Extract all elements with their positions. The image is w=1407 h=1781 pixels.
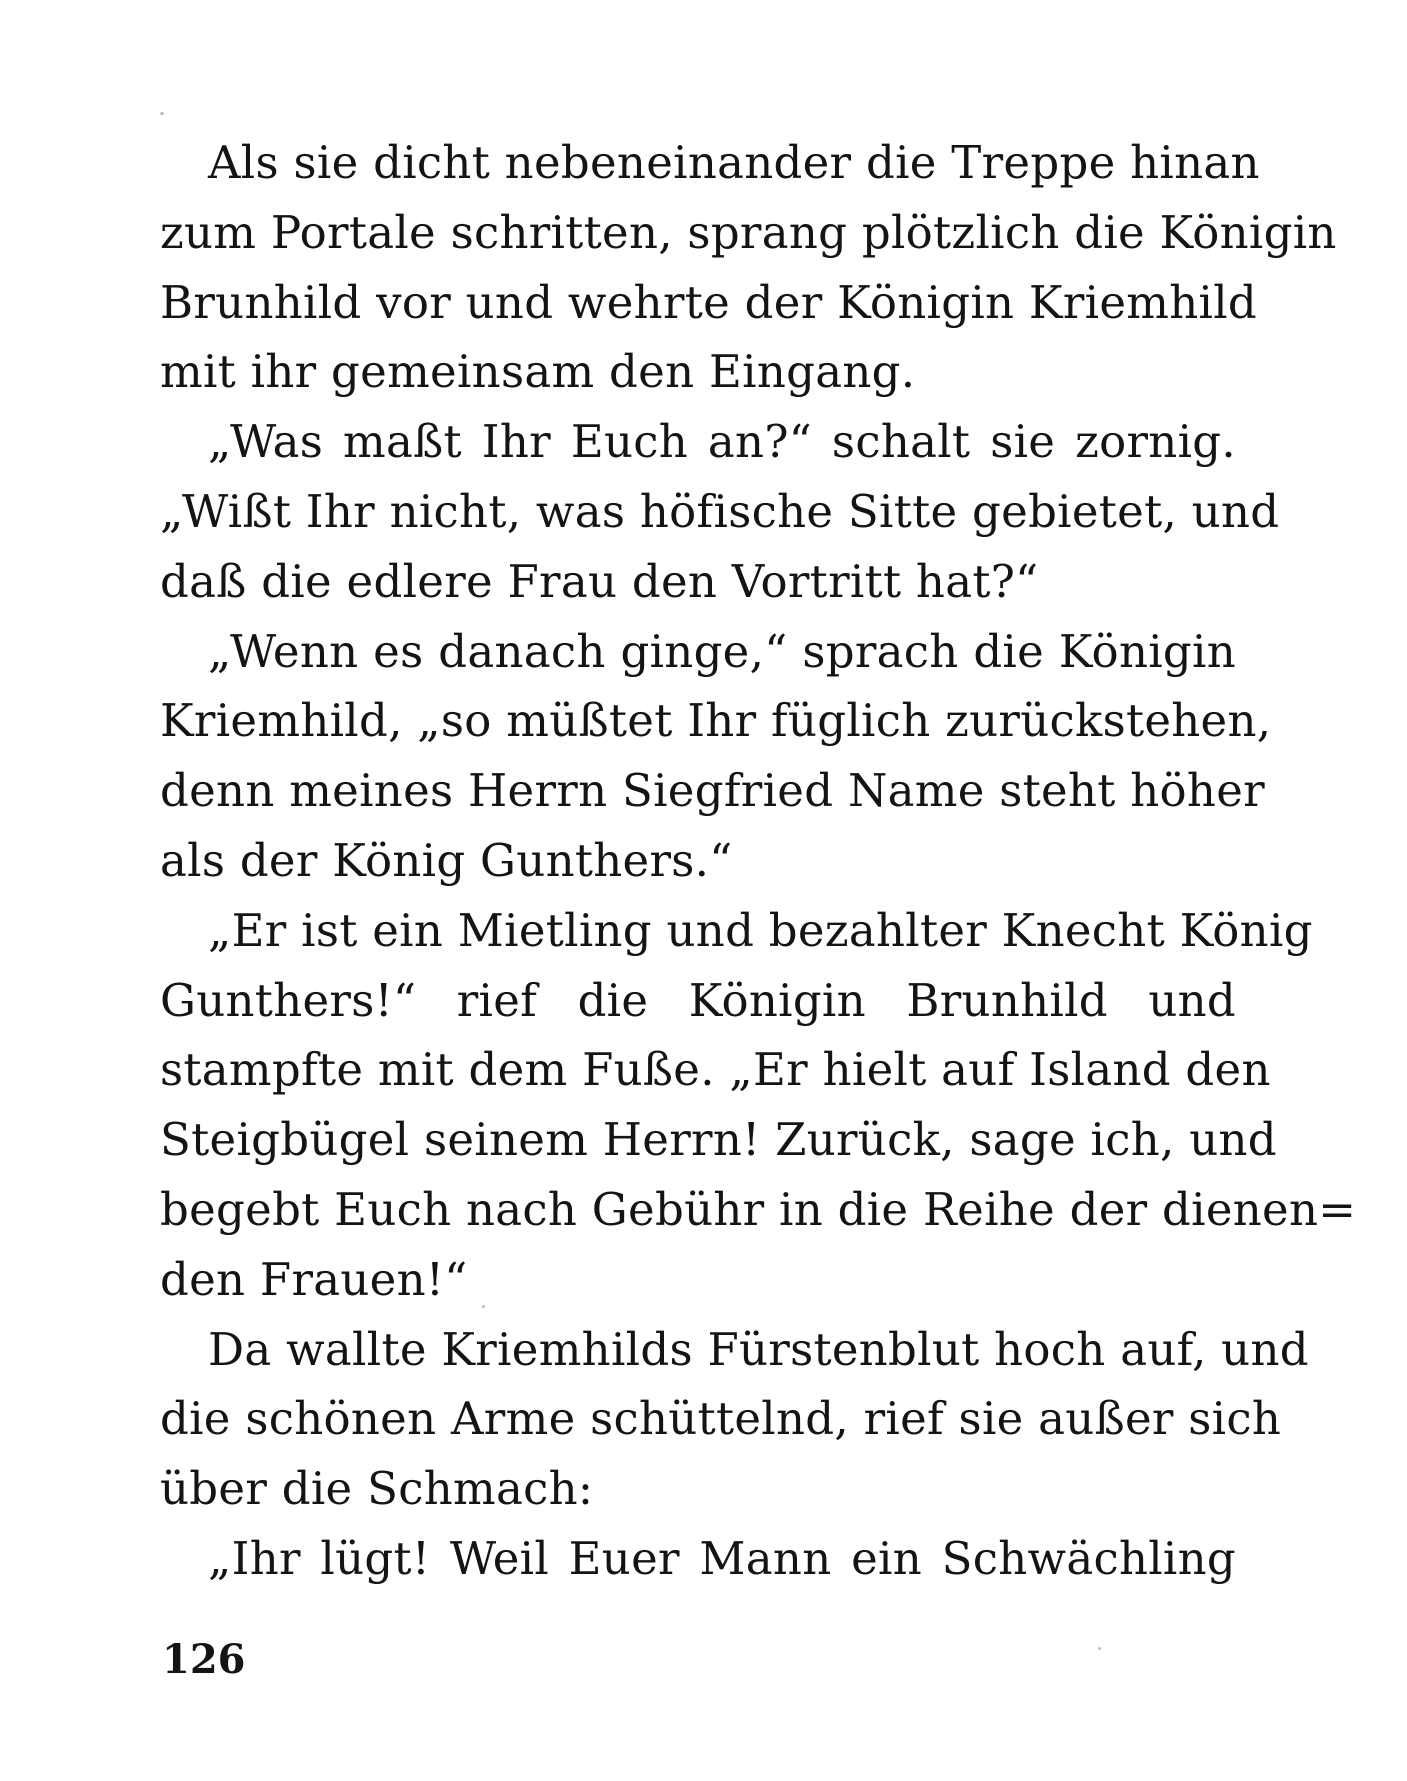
- scan-speck: [160, 112, 164, 115]
- text-line: Als sie dicht nebeneinander die Treppe hinan: [208, 136, 1260, 189]
- text-line: zum Portale schritten, sprang plötzlich die Königin: [160, 205, 1337, 259]
- text-line: denn meines Herrn Siegfried Name steht höher: [160, 764, 1265, 818]
- text-line: über die Schmach:: [160, 1462, 594, 1516]
- text-line: „Ihr lügt! Weil Euer Mann ein Schwächling: [208, 1531, 1236, 1585]
- paragraph: [160, 617, 1272, 896]
- paragraph: [160, 1524, 1236, 1594]
- scan-speck: [482, 1305, 485, 1308]
- text-line: Brunhild vor und wehrte der Königin Kriemhild: [160, 275, 1257, 329]
- text-line: Gunthers!“ rief die Königin Brunhild und: [160, 973, 1236, 1027]
- text-line: „Er ist ein Mietling und bezahlter Knecht König: [208, 903, 1313, 957]
- text-line: begebt Euch nach Gebühr in die Reihe der dienen=: [160, 1182, 1357, 1236]
- text-line: daß die edlere Frau den Vortritt hat?“: [160, 554, 1039, 608]
- text-line: Steigbügel seinem Herrn! Zurück, sage ich, und: [160, 1113, 1277, 1167]
- text-line: Da wallte Kriemhilds Fürstenblut hoch auf, und: [208, 1322, 1309, 1376]
- paragraph: [160, 407, 1280, 616]
- paragraph: [160, 896, 1357, 1315]
- text-line: den Frauen!“: [160, 1252, 468, 1306]
- text-line: „Was maßt Ihr Euch an?“ schalt sie zornig.: [208, 415, 1236, 469]
- text-line: als der König Gunthers.“: [160, 833, 733, 887]
- text-line: stampfte mit dem Fuße. „Er hielt auf Island den: [160, 1043, 1271, 1097]
- text-line: mit ihr gemeinsam den Eingang.: [160, 345, 916, 399]
- text-line: Kriemhild, „so müßtet Ihr füglich zurückstehen,: [160, 694, 1272, 748]
- text-line: die schönen Arme schüttelnd, rief sie außer sich: [160, 1392, 1282, 1446]
- text-line: „Wenn es danach ginge,“ sprach die Königin: [208, 624, 1236, 678]
- scan-speck: [1098, 1647, 1101, 1650]
- paragraph: [160, 128, 1337, 407]
- page-number: 126: [162, 1636, 246, 1683]
- paragraph: [160, 1315, 1309, 1524]
- text-line: „Wißt Ihr nicht, was höfische Sitte gebietet, und: [160, 484, 1280, 538]
- body-text: [160, 128, 1357, 1594]
